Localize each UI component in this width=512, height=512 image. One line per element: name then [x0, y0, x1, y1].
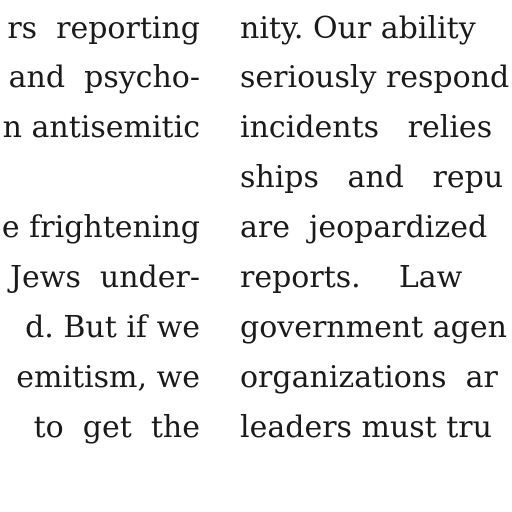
left-line-9: to get the	[14, 410, 200, 445]
left-text-column	[0, 0, 200, 512]
left-line-4	[0, 158, 200, 198]
left-line-1: rs reporting	[7, 11, 200, 46]
right-line-7: government agen	[240, 310, 507, 345]
right-line-3: incidents relies	[240, 110, 493, 145]
right-line-6: reports. Law	[240, 260, 463, 295]
left-line-8: emitism, we	[16, 360, 200, 395]
right-text-column	[240, 0, 512, 512]
right-line-5: are jeopardized	[240, 210, 488, 245]
left-line-7: d. But if we	[25, 310, 200, 345]
left-line-5: e frightening	[1, 210, 200, 245]
left-line-3: n antisemitic	[2, 110, 200, 145]
right-line-9: leaders must tru	[240, 410, 492, 445]
right-line-2: seriously respond	[240, 60, 510, 95]
left-line-2: and psycho-	[8, 60, 200, 95]
right-line-4: ships and repu	[240, 160, 504, 195]
left-line-6: Jews under-	[9, 260, 200, 295]
right-line-1: nity. Our ability	[240, 11, 476, 46]
right-line-8: organizations ar	[240, 360, 498, 395]
